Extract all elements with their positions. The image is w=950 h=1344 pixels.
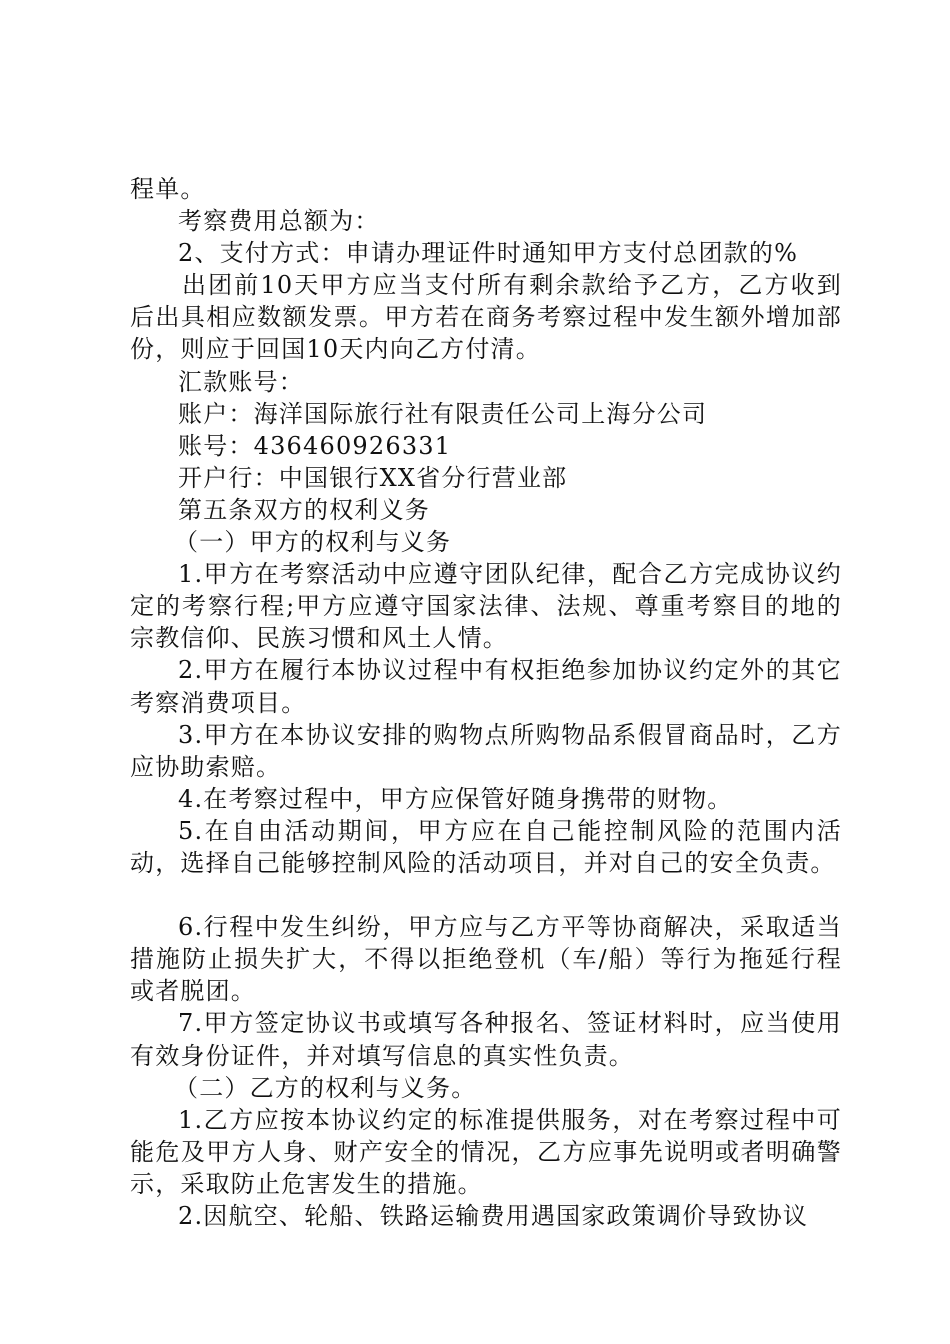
paragraph-account-number: 账号：436460926331 [178, 431, 452, 460]
paragraph-party-a-item-4: 4.在考察过程中，甲方应保管好随身携带的财物。 [178, 784, 733, 813]
paragraph-party-b-item-2: 2.因航空、轮船、铁路运输费用遇国家政策调价导致协议 [178, 1202, 809, 1230]
blank-line [130, 879, 842, 911]
paragraph-party-a-item-2: 2.甲方在履行本协议过程中有权拒绝参加协议约定外的其它考察消费项目。 [130, 656, 842, 717]
paragraph-party-a-item-3: 3.甲方在本协议安排的购物点所购物品系假冒商品时，乙方应协助索赔。 [130, 720, 842, 781]
paragraph-account-holder: 账户：海洋国际旅行社有限责任公司上海分公司 [178, 399, 708, 428]
paragraph-party-b-item-1: 1.乙方应按本协议约定的标准提供服务，对在考察过程中可能危及甲方人身、财产安全的情况，乙方应事先说明或者明确警示，采取防止危害发生的措施。 [130, 1105, 842, 1198]
paragraph-remittance-account: 汇款账号： [178, 367, 304, 396]
paragraph-payment-method: 2、支付方式：申请办理证件时通知甲方支付总团款的% [178, 239, 799, 268]
paragraph-balance-payment: 出团前10天甲方应当支付所有剩余款给予乙方，乙方收到后出具相应数额发票。甲方若在商务考察过程中发生额外增加部份，则应于回国10天内向乙方付清。 [130, 271, 842, 364]
paragraph-party-a-item-5: 5.在自由活动期间，甲方应在自己能控制风险的范围内活动，选择自己能够控制风险的活动项目，并对自己的安全负责。 [130, 816, 842, 877]
paragraph-party-a-item-1: 1.甲方在考察活动中应遵守团队纪律，配合乙方完成协议约定的考察行程;甲方应遵守国家法律、法规、尊重考察目的地的宗教信仰、民族习惯和风土人情。 [130, 560, 842, 653]
paragraph-article-five: 第五条双方的权利义务 [178, 495, 430, 524]
paragraph-party-a-heading: （一）甲方的权利与义务 [174, 528, 452, 557]
paragraph-party-a-item-6: 6.行程中发生纠纷，甲方应与乙方平等协商解决，采取适当措施防止损失扩大，不得以拒绝登机（车/船）等行为拖延行程或者脱团。 [130, 913, 842, 1006]
paragraph-bank: 开户行：中国银行XX省分行营业部 [178, 463, 568, 492]
paragraph-itinerary-end: 程单。 [130, 175, 206, 203]
paragraph-party-a-item-7: 7.甲方签定协议书或填写各种报名、签证材料时，应当使用有效身份证件，并对填写信息的真实性负责。 [130, 1009, 842, 1070]
document-body [130, 173, 842, 1232]
paragraph-party-b-heading: （二）乙方的权利与义务。 [174, 1073, 477, 1102]
paragraph-total-fee: 考察费用总额为： [178, 207, 380, 236]
